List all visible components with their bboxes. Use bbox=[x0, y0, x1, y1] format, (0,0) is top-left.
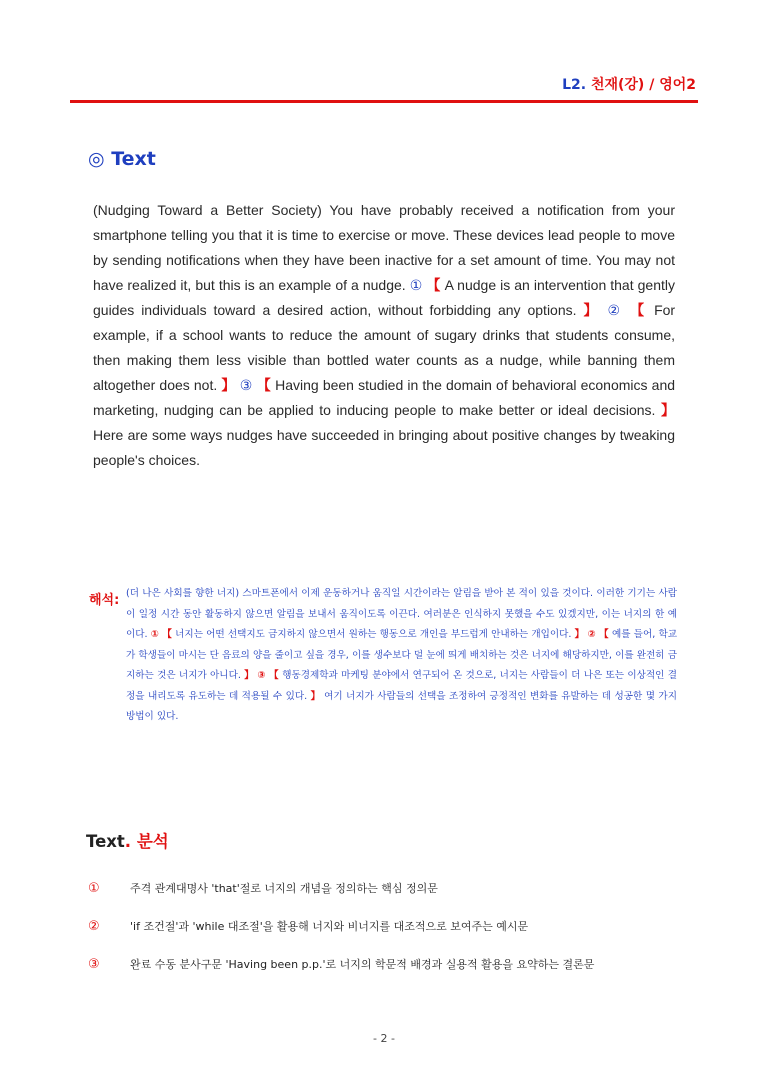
translation-2: 예를 들어, 학교가 학생들이 마시는 단 음료의 양을 줄이고 싶을 경우, 이를 생수보다 덜 눈에 띄게 배치하는 것은 너지에 해당하지만, 이를 완전히 금지하는 것은 너지가 아니다. bbox=[126, 629, 677, 681]
trans-bracket-close-2: 】 bbox=[244, 670, 255, 681]
translation-text bbox=[126, 584, 677, 728]
bracket-open-1: 【 bbox=[426, 277, 441, 293]
analysis-item-2 bbox=[88, 918, 528, 934]
trans-marker-3: ③ bbox=[257, 670, 266, 681]
translation-4: 여기 너지가 사람들의 선택을 조정하여 긍정적인 변화를 유발하는 데 성공한 몇 가지 방법이 있다. bbox=[126, 690, 677, 722]
translation-label: 해석: bbox=[89, 593, 120, 608]
analysis-item-3 bbox=[88, 956, 594, 972]
translation-3: 행동경제학과 마케팅 분야에서 연구되어 온 것으로, 너지는 사람들이 더 나은 또는 이상적인 결정을 내리도록 유도하는 데 적용될 수 있다. bbox=[126, 670, 677, 702]
bracket-close-1: 】 bbox=[583, 302, 601, 318]
trans-bracket-open-1: 【 bbox=[162, 629, 172, 640]
analysis-title-en: Text bbox=[86, 832, 125, 851]
header-separator: / bbox=[649, 77, 655, 93]
bracket-open-2: 【 bbox=[630, 302, 648, 318]
analysis-item-1 bbox=[88, 880, 438, 896]
translation-1: 너지는 어떤 선택지도 금지하지 않으면서 원하는 행동으로 개인을 부드럽게 안내하는 개입이다. bbox=[175, 629, 572, 640]
marker-2: ② bbox=[607, 302, 624, 318]
page-number: - 2 - bbox=[373, 1032, 395, 1045]
passage-tail: Here are some ways nudges have succeeded in bringing about positive changes by tweaking people's choices. bbox=[93, 427, 675, 468]
lesson-label: L2. bbox=[562, 77, 587, 93]
trans-marker-1: ① bbox=[150, 629, 160, 640]
text-passage bbox=[93, 198, 675, 473]
publisher-label: 천재(강) bbox=[590, 77, 645, 93]
bracket-close-3: 】 bbox=[661, 402, 675, 418]
page-header bbox=[562, 74, 696, 94]
marker-3: ③ bbox=[239, 377, 253, 393]
sentence-3: Having been studied in the domain of behavioral economics and marketing, nudging can be applied to inducing people to make better or ideal decisions. bbox=[93, 377, 676, 418]
header-rule bbox=[70, 100, 698, 103]
bracket-close-2: 】 bbox=[221, 377, 236, 393]
translation-intro: (더 나은 사회를 향한 너지) 스마트폰에서 이제 운동하거나 움직일 시간이라는 알림을 받아 본 적이 있을 것이다. 이러한 기기는 사람이 일정 시간 동안 활동하지 않으면 알림을 보내서 움직이도록 이끈다. 여러분은 인식하지 못했을 수도 있겠지만, 이는 너지의 한 예이다. bbox=[126, 588, 677, 640]
sentence-1: A nudge is an intervention that gently guides individuals toward a desired action, without forbidding any options. bbox=[93, 277, 675, 318]
trans-marker-2: ② bbox=[587, 629, 596, 640]
section-title: ◎ Text bbox=[88, 148, 156, 170]
marker-1: ① bbox=[409, 277, 423, 293]
trans-bracket-open-3: 【 bbox=[269, 670, 279, 681]
analysis-num-1: ① bbox=[88, 881, 100, 896]
analysis-title-kr: 분석 bbox=[136, 832, 169, 851]
passage-intro: (Nudging Toward a Better Society) You have probably received a notification from your smartphone telling you that it is time to exercise or move. These devices lead people to move by sending notifications when they have been inactive for a set amount of time. You may not have realized it, but this is an example of a nudge. bbox=[93, 202, 675, 293]
analysis-num-3: ③ bbox=[88, 957, 100, 972]
analysis-title-dot: . bbox=[124, 832, 132, 851]
analysis-text-2: 'if 조건절'과 'while 대조절'을 활용해 너지와 비너지를 대조적으로 보여주는 예시문 bbox=[130, 920, 529, 933]
subject-label: 영어2 bbox=[659, 77, 696, 93]
analysis-title bbox=[86, 828, 169, 852]
bracket-open-3: 【 bbox=[256, 377, 271, 393]
trans-bracket-close-1: 】 bbox=[574, 629, 585, 640]
trans-bracket-close-3: 】 bbox=[310, 690, 321, 702]
trans-bracket-open-2: 【 bbox=[599, 629, 609, 640]
analysis-text-1: 주격 관계대명사 'that'절로 너지의 개념을 정의하는 핵심 정의문 bbox=[130, 882, 438, 895]
analysis-num-2: ② bbox=[88, 919, 100, 934]
sentence-2: For example, if a school wants to reduce the amount of sugary drinks that students consume, then making them less visible than bottled water counts as a nudge, while banning them altogether does not. bbox=[93, 302, 676, 393]
analysis-text-3: 완료 수동 분사구문 'Having been p.p.'로 너지의 학문적 배경과 실용적 활용을 요약하는 결론문 bbox=[130, 958, 595, 971]
